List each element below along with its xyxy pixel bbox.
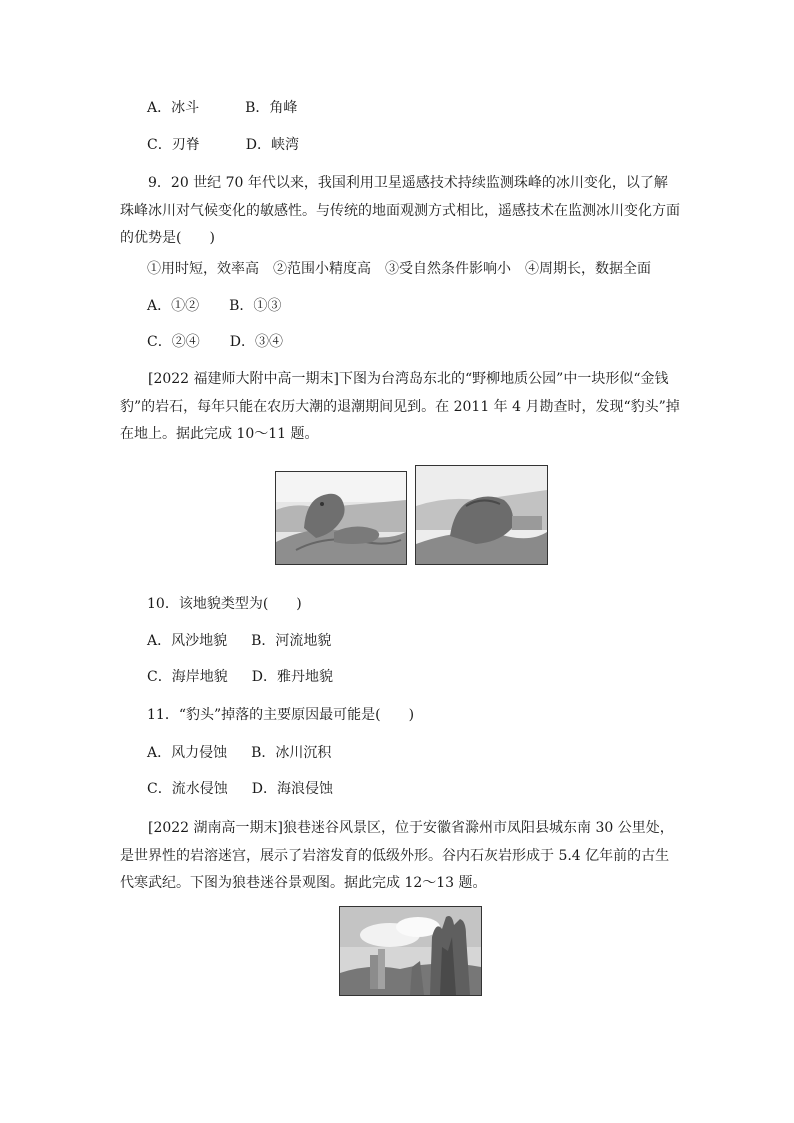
q11-option-b: B．冰川沉积 [251,745,332,761]
q8-options-row2 [147,135,299,155]
q11-options-row1 [147,743,331,763]
q11-options-row2 [147,779,333,799]
leopard-rock-photo-before [275,471,407,565]
q9-option-b: B．①③ [229,298,282,314]
q11-option-d: D．海浪侵蚀 [251,781,333,797]
q11-option-a: A．风力侵蚀 [147,745,228,761]
q9-options-row2 [147,332,283,352]
q8-option-d: D．峡湾 [245,137,299,153]
q10-stem: 10．该地貌类型为( ) [147,596,302,612]
intro-12-13: [2022 湖南高一期末]狼巷迷谷风景区，位于安徽省滁州市凤阳县城东南 30 公里处，是世界性的岩溶迷宫，展示了岩溶发育的低级外形。谷内石灰岩形成于 5.4 亿年前的古生代寒武纪。下图为狼巷迷谷景观图。据此完成 12～13 题。 [120,820,674,891]
q9-option-a: A．①② [147,298,200,314]
q10-option-d: D．雅丹地貌 [251,669,333,685]
q10-option-c: C．海岸地貌 [147,669,228,685]
q8-options-row1 [147,98,297,118]
q8-option-a: A．冰斗 [147,100,200,116]
q9-option-c: C．②④ [147,334,200,350]
q10-option-a: A．风沙地貌 [147,633,228,649]
leopard-rock-photo-after [415,465,548,565]
q8-option-c: C．刃脊 [147,137,200,153]
q10-option-b: B．河流地貌 [251,633,332,649]
q9-option-d: D．③④ [229,334,283,350]
q11-option-c: C．流水侵蚀 [147,781,228,797]
q10-options-row1 [147,631,331,651]
q9-stem: 9．20 世纪 70 年代以来，我国利用卫星遥感技术持续监测珠峰的冰川变化，以了解珠峰冰川对气候变化的敏感性。与传统的地面观测方式相比，遥感技术在监测冰川变化方面的优势是( ) [120,175,680,246]
q11-stem: 11．“豹头”掉落的主要原因最可能是( ) [147,707,415,723]
intro-10-11: [2022 福建师大附中高一期末]下图为台湾岛东北的“野柳地质公园”中一块形似“金钱豹”的岩石，每年只能在农历大潮的退潮期间见到。在 2011 年 4 月勘查时，发现“豹头”掉在地上。据此完成 10～11 题。 [120,371,680,442]
q8-option-b: B．角峰 [245,100,298,116]
q9-statements: ①用时短，效率高 ②范围小精度高 ③受自然条件影响小 ④周期长，数据全面 [147,261,651,277]
karst-maze-photo [339,906,482,996]
q9-options-row1 [147,296,281,316]
q10-options-row2 [147,667,333,687]
